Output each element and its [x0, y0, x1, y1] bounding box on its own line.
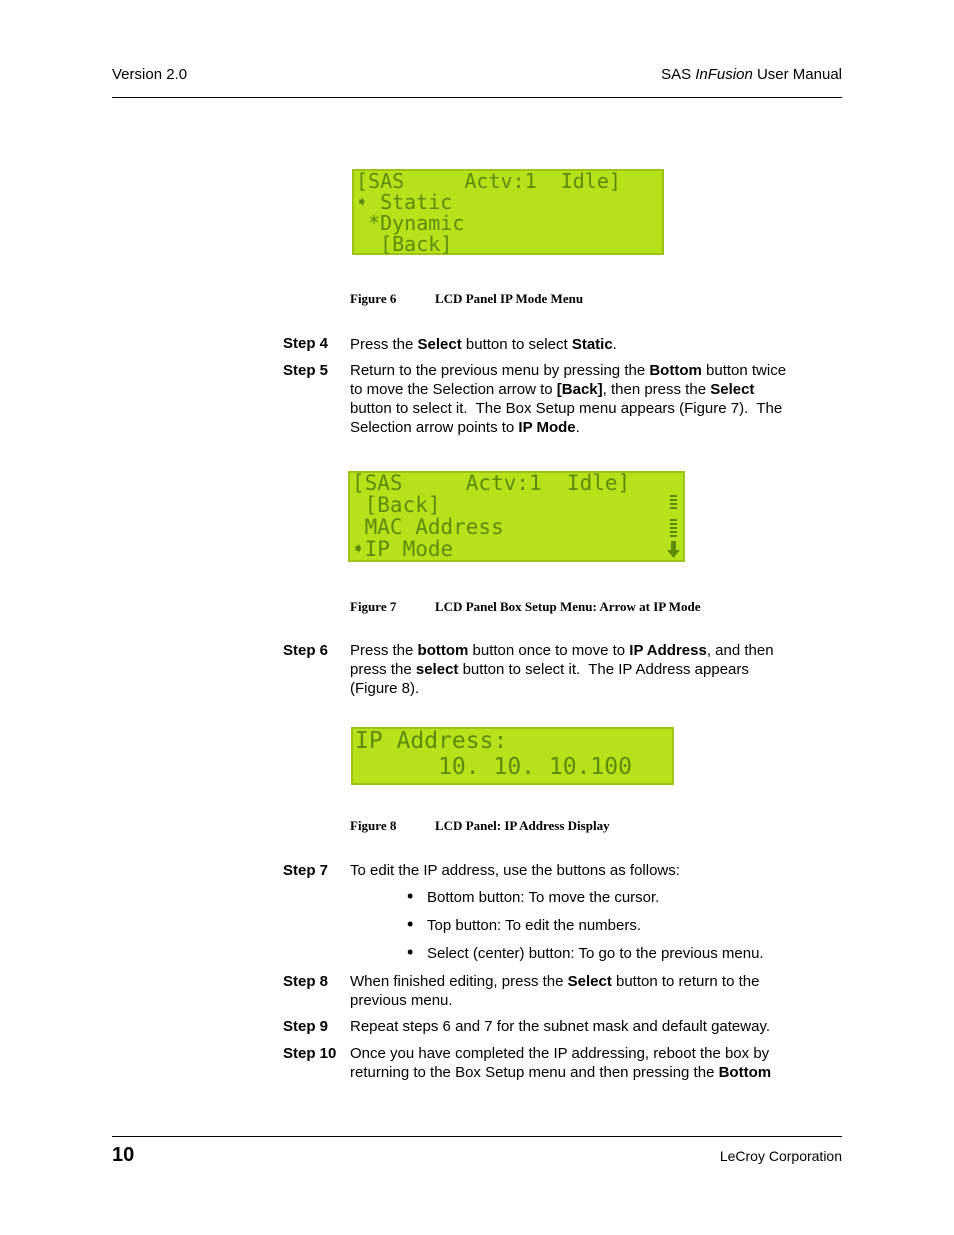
step-9-text: Repeat steps 6 and 7 for the subnet mask and default gateway.	[350, 1018, 770, 1035]
step-5-label: Step 5	[283, 362, 329, 379]
figure-8-title: LCD Panel: IP Address Display	[435, 818, 610, 833]
step-7-text: To edit the IP address, use the buttons as follows:	[350, 862, 680, 879]
lcd-panel-ip-mode-menu	[352, 169, 664, 255]
bullet-icon: •	[407, 886, 414, 906]
lcd-line: [Back]	[356, 232, 453, 255]
lcd-line: ➧ Static	[356, 190, 453, 214]
figure-6-title: LCD Panel IP Mode Menu	[435, 291, 584, 306]
step-10-label: Step 10	[283, 1045, 337, 1062]
header-rule	[112, 97, 842, 98]
step-4-text: Press the Select button to select Static.	[350, 336, 617, 353]
figure-8-number: Figure 8	[350, 818, 397, 833]
header-version: Version 2.0	[112, 66, 188, 83]
lcd-scrollbar-track-icon	[670, 495, 677, 511]
figure-6-number: Figure 6	[350, 291, 397, 306]
figure-7-number: Figure 7	[350, 599, 397, 614]
lcd-line: 10. 10. 10.100	[355, 754, 632, 780]
page-number: 10	[112, 1144, 135, 1166]
step-4-label: Step 4	[283, 335, 329, 352]
footer-rule	[112, 1136, 842, 1137]
step-10-text: Once you have completed the IP addressing, reboot the box by returning to the Box Setup menu and then pressing the Bottom	[350, 1045, 772, 1081]
footer-company: LeCroy Corporation	[719, 1148, 842, 1164]
step-7-label: Step 7	[283, 862, 329, 879]
lcd-line: [Back]	[352, 493, 441, 517]
lcd-scroll-down-arrow-icon	[667, 541, 680, 559]
lcd-line: IP Address:	[355, 728, 508, 754]
lcd-line: ➧IP Mode	[352, 537, 454, 561]
step-6-text: Press the bottom button once to move to IP Address, and then press the select button to select it. The IP Address appears (Figure 8).	[350, 642, 774, 697]
step-8-text: When finished editing, press the Select button to return to the previous menu.	[350, 973, 760, 1009]
lcd-line: MAC Address	[352, 515, 504, 539]
step-8-label: Step 8	[283, 973, 329, 990]
step-5-text: Return to the previous menu by pressing the Bottom button twice to move the Selection arrow to [Back], then press the Select button to select it. The Box Setup menu appears (Figure 7). The Selection arrow points to IP Mode.	[350, 362, 787, 436]
bullet-icon: •	[407, 942, 414, 962]
step-6-label: Step 6	[283, 642, 329, 659]
header-manual-title: SAS InFusion User Manual	[661, 66, 842, 83]
lcd-line: [SAS Actv:1 Idle]	[352, 471, 631, 495]
lcd-panel-ip-address-display	[351, 727, 674, 785]
step-9-label: Step 9	[283, 1018, 329, 1035]
figure-7-title: LCD Panel Box Setup Menu: Arrow at IP Mode	[435, 599, 701, 614]
lcd-line: [SAS Actv:1 Idle]	[356, 169, 621, 193]
lcd-panel-box-setup-menu	[348, 471, 685, 562]
lcd-line: *Dynamic	[356, 211, 465, 235]
bullet-icon: •	[407, 914, 414, 934]
lcd-scrollbar-track-icon	[670, 519, 677, 537]
